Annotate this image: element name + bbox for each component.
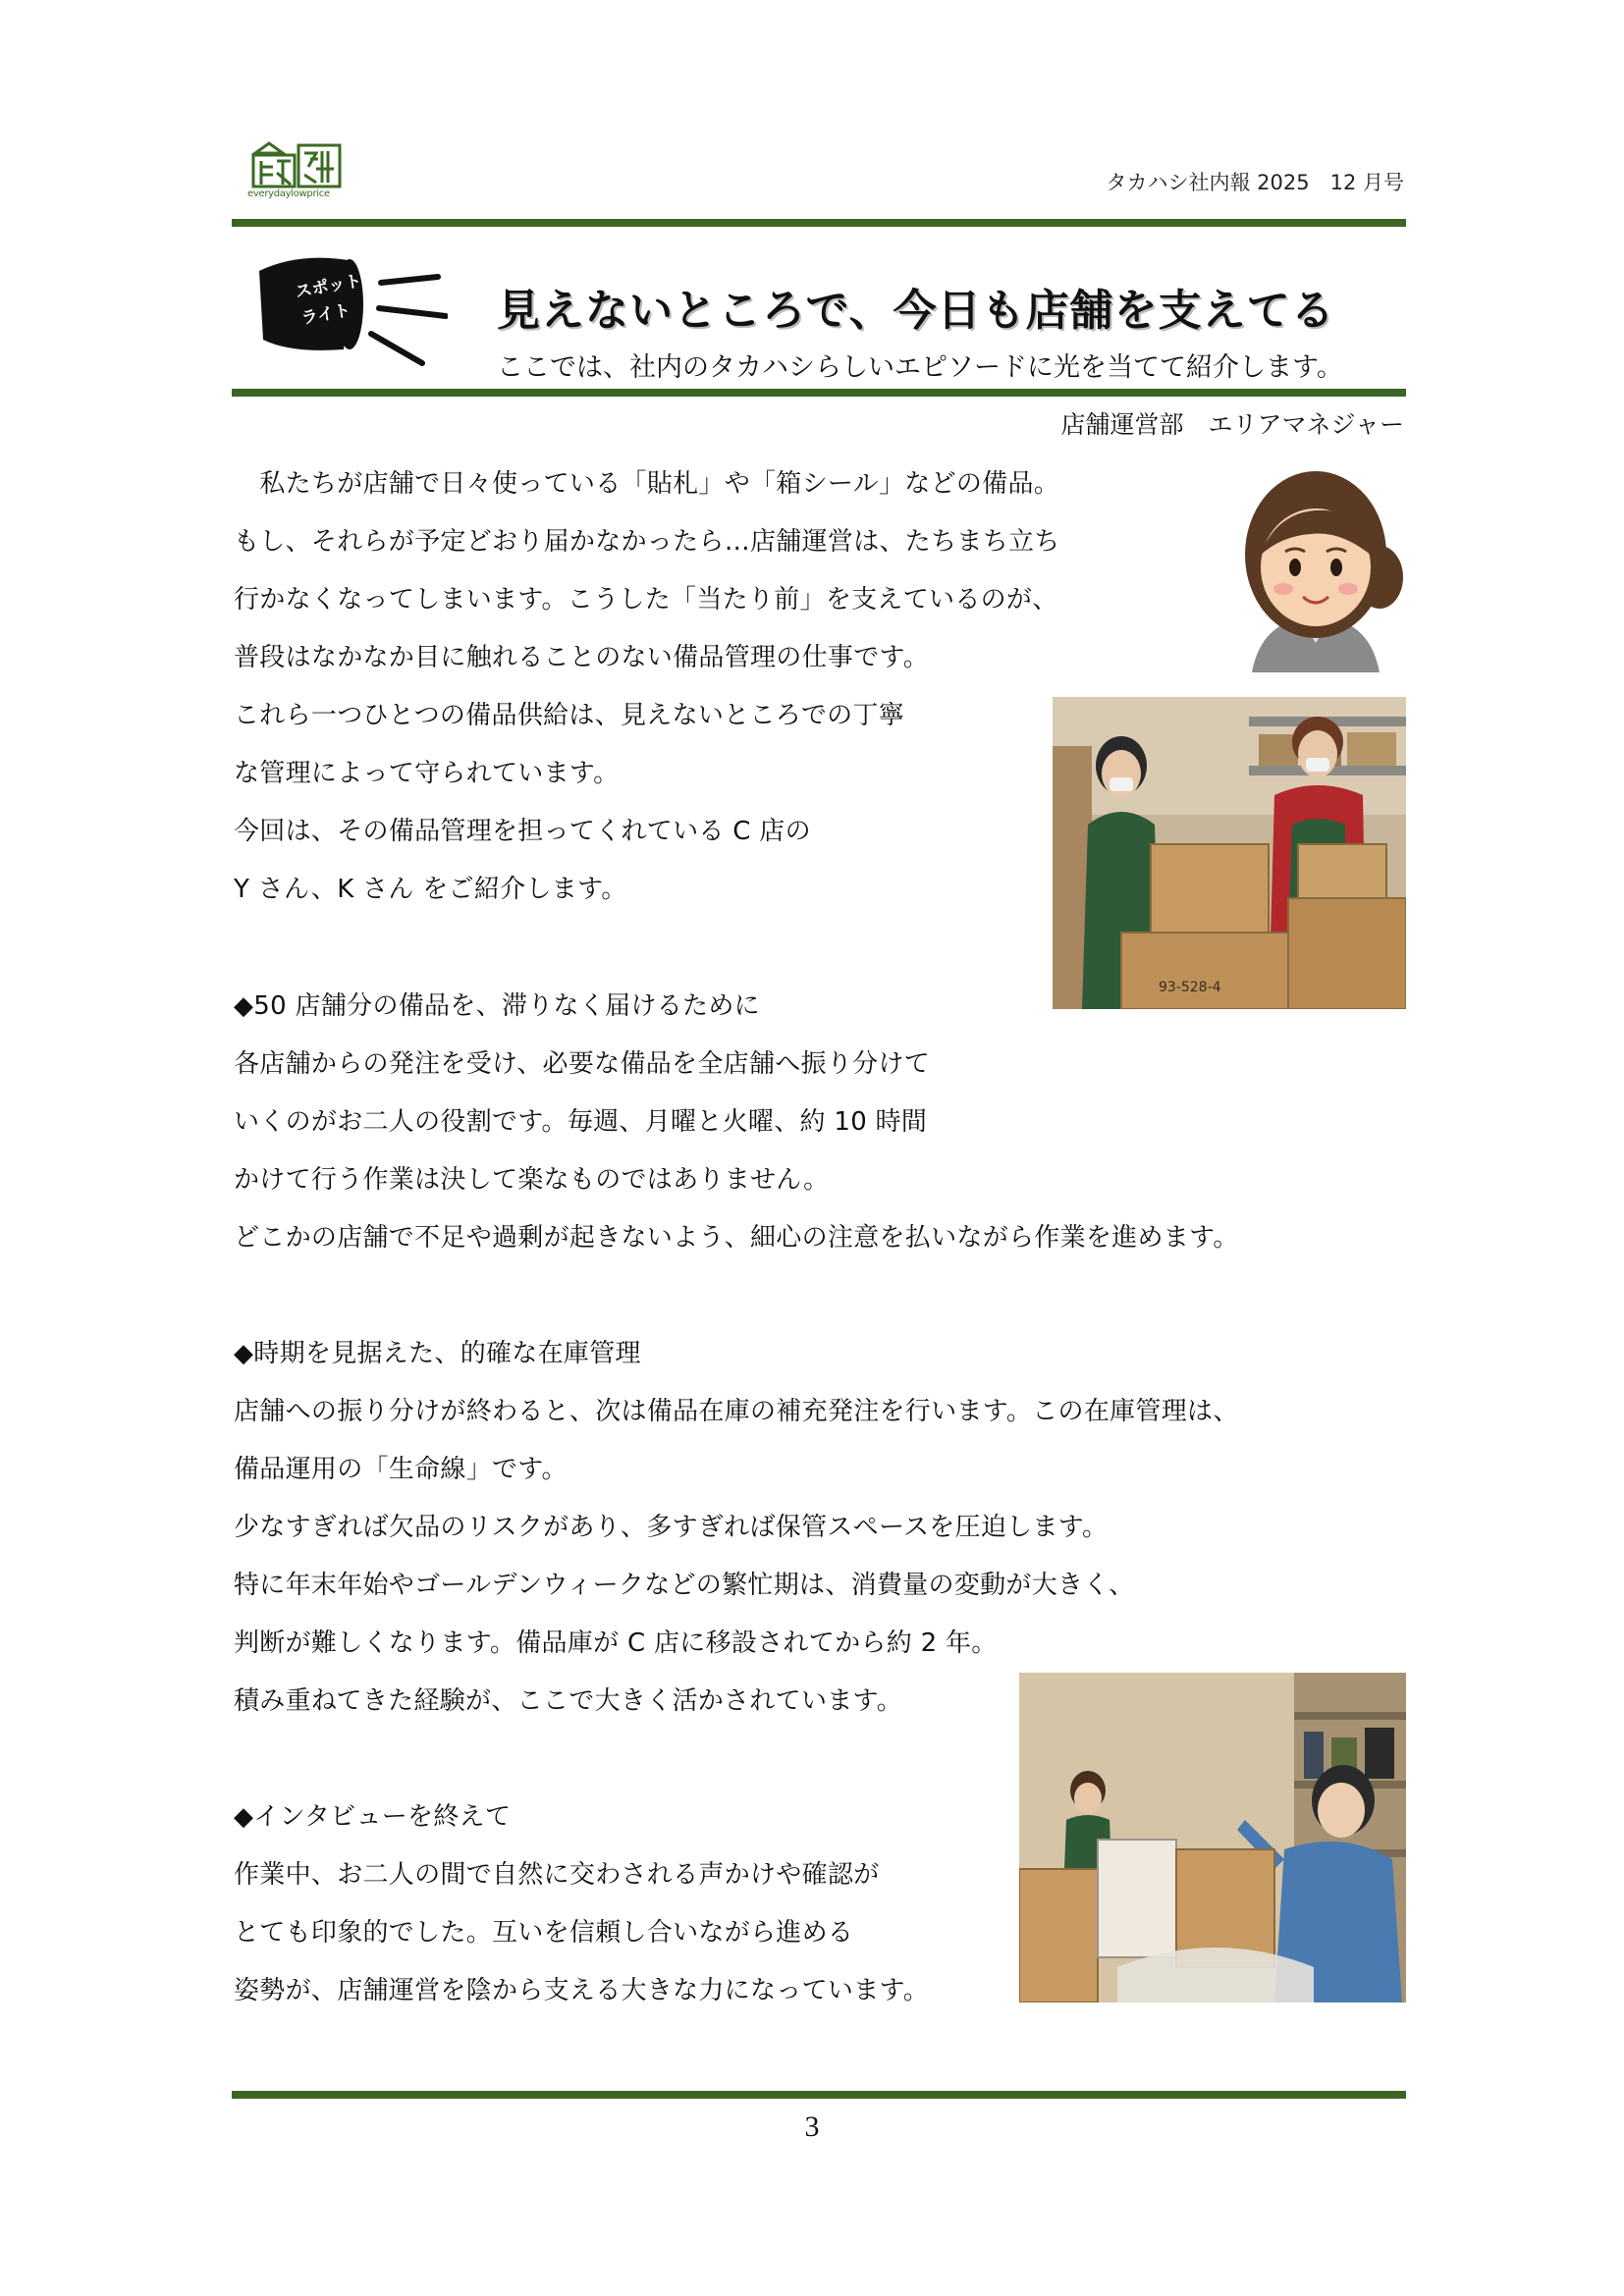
article-line: 備品運用の「生命線」です。 [234, 1455, 568, 1484]
svg-text:スポット: スポット [294, 271, 363, 302]
section-heading: ◆インタビューを終えて [234, 1802, 512, 1832]
article-line: もし、それらが予定どおり届かなかったら…店舗運営は、たちまち立ち [234, 527, 1060, 557]
header-divider [232, 219, 1406, 227]
svg-text:ライト: ライト [299, 300, 352, 329]
article-line: どこかの店舗で不足や過剰が起きないよう、細心の注意を払いながら作業を進めます。 [234, 1223, 1239, 1253]
logo-tagline: everydaylowprice [247, 188, 330, 199]
article-line: 各店舗からの発注を受け、必要な備品を全店舗へ振り分けて [234, 1049, 931, 1079]
article-line: 作業中、お二人の間で自然に交わされる声かけや確認が [234, 1860, 880, 1890]
issue-label: タカハシ社内報 2025 12 月号 [1106, 171, 1404, 194]
article-line: いくのがお二人の役割です。毎週、月曜と火曜、約 10 時間 [234, 1107, 928, 1137]
spotlight-icon [242, 243, 448, 371]
logo-mark-icon [247, 139, 346, 188]
article-line: 積み重ねてきた経験が、ここで大きく活かされています。 [234, 1686, 903, 1716]
company-logo [247, 139, 346, 208]
article-line: 私たちが店舗で日々使っている「貼札」や「箱シール」などの備品。 [234, 469, 1060, 499]
article-line: 判断が難しくなります。備品庫が C 店に移設されてから約 2 年。 [234, 1629, 998, 1658]
article-line: 今回は、その備品管理を担ってくれている C 店の [234, 817, 811, 846]
author-label: 店舗運営部 エリアマネジャー [1060, 410, 1404, 439]
article-line: とても印象的でした。互いを信頼し合いながら進める [234, 1918, 854, 1948]
page-subtitle: ここでは、社内のタカハシらしいエピソードに光を当てて紹介します。 [497, 352, 1343, 383]
article-line: 特に年末年始やゴールデンウィークなどの繁忙期は、消費量の変動が大きく、 [234, 1571, 1135, 1600]
footer-divider [232, 2091, 1406, 2099]
article-line: 普段はなかなか目に触れることのない備品管理の仕事です。 [234, 643, 930, 672]
box-label: 93-528-4 [1159, 980, 1221, 995]
article-line: な管理によって守られています。 [234, 759, 620, 788]
article-line: 店舗への振り分けが終わると、次は備品在庫の補充発注を行います。この在庫管理は、 [234, 1397, 1239, 1426]
article-line: 姿勢が、店舗運営を陰から支える大きな力になっています。 [234, 1976, 930, 2005]
staff-photo-storeroom [1053, 697, 1406, 1009]
article-line: かけて行う作業は決して楽なものではありません。 [234, 1165, 830, 1195]
section-heading: ◆時期を見据えた、的確な在庫管理 [234, 1339, 641, 1368]
title-divider [232, 389, 1406, 397]
article-line: Y さん、K さん をご紹介します。 [234, 875, 627, 904]
article-line: これら一つひとつの備品供給は、見えないところでの丁寧 [234, 701, 905, 730]
section-heading: ◆50 店舗分の備品を、滞りなく届けるために [234, 991, 760, 1021]
page-number: 3 [804, 2110, 820, 2143]
page-title: 見えないところで、今日も店舗を支えてる [497, 286, 1335, 336]
area-manager-avatar [1222, 461, 1409, 672]
article-line: 行かなくなってしまいます。こうした「当たり前」を支えているのが、 [234, 585, 1058, 614]
article-line: 少なすぎれば欠品のリスクがあり、多すぎれば保管スペースを圧迫します。 [234, 1513, 1109, 1542]
staff-photo-packing [1019, 1673, 1406, 2002]
